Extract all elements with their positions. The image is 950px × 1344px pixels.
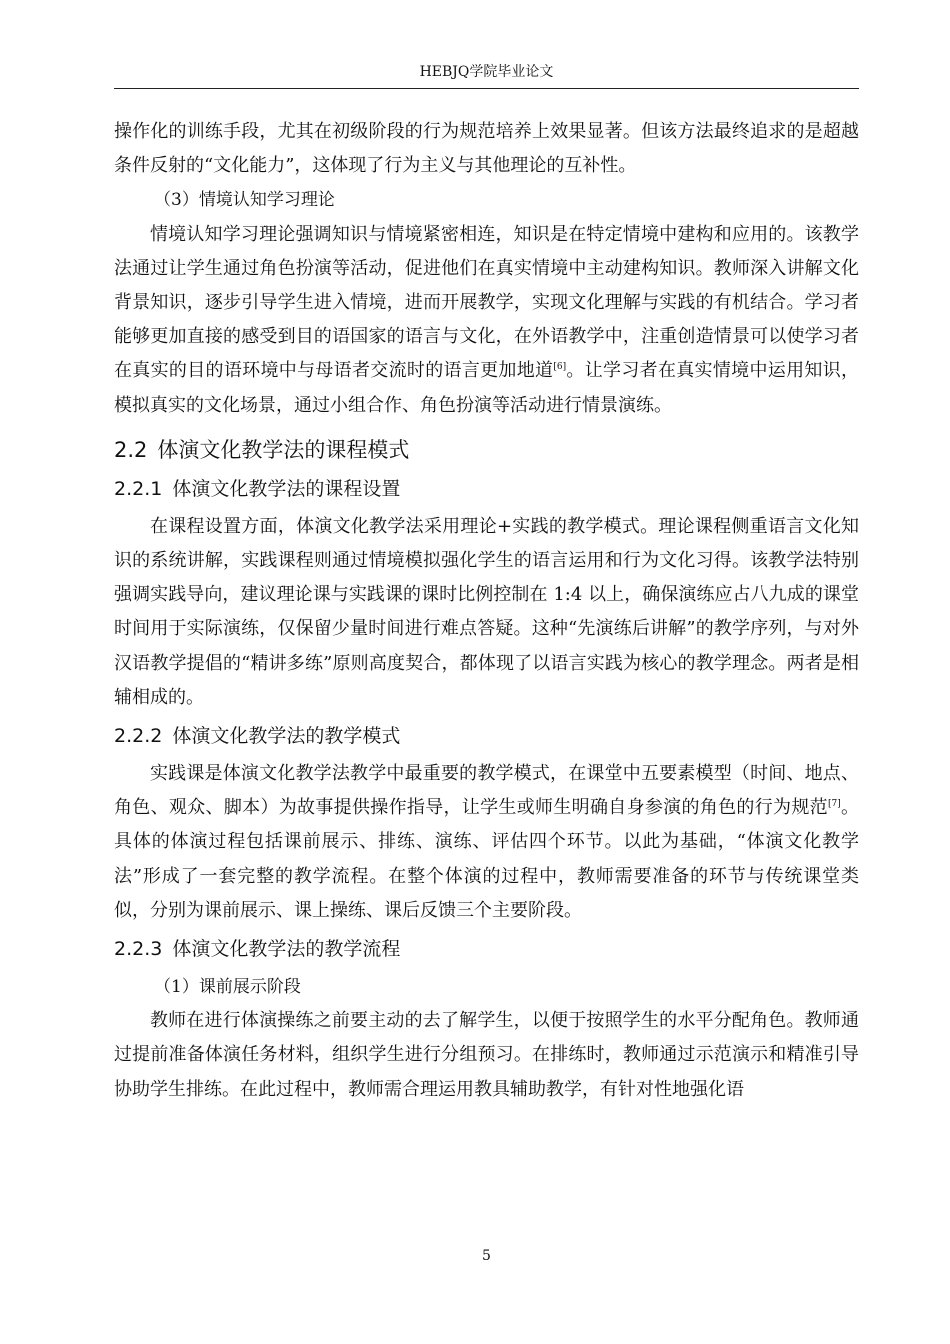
section-number: 2.2.3 bbox=[114, 938, 163, 961]
paragraph-situated-cognition bbox=[114, 218, 859, 423]
list-item-situated-cognition: （3）情境认知学习理论 bbox=[154, 190, 335, 211]
paragraph-text: 。让学习者在真实情境中运用知识，模拟真实的文化场景，通过小组合作、角色扮演等活动进行情景演练。 bbox=[114, 360, 860, 416]
section-number: 2.2 bbox=[114, 437, 148, 462]
citation-6[interactable]: [6] bbox=[553, 362, 567, 373]
running-header: HEBJQ学院毕业论文 bbox=[419, 64, 554, 80]
list-item-pre-class-display: （1）课前展示阶段 bbox=[154, 977, 301, 998]
section-number: 2.2.2 bbox=[114, 725, 163, 748]
paragraph-text: 。具体的体演过程包括课前展示、排练、演练、评估四个环节。以此为基础，“体演文化教学法”形成了一套完整的教学流程。在整个体演的过程中，教师需要准备的环节与传统课堂类似，分别为课前展示、课上操练、课后反馈三个主要阶段。 bbox=[114, 797, 860, 921]
section-title: 体演文化教学法的课程模式 bbox=[157, 437, 410, 462]
section-heading-2-2-2 bbox=[114, 719, 859, 753]
section-title: 体演文化教学法的教学模式 bbox=[172, 725, 401, 748]
section-heading-2-2-1 bbox=[114, 472, 859, 506]
page-number: 5 bbox=[482, 1248, 491, 1264]
section-title: 体演文化教学法的课程设置 bbox=[172, 477, 401, 500]
paragraph-text: 情境认知学习理论强调知识与情境紧密相连，知识是在特定情境中建构和应用的。该教学法通过让学生通过角色扮演等活动，促进他们在真实情境中主动建构知识。教师深入讲解文化背景知识，逐步引导学生进入情境，进而开展教学，实现文化理解与实践的有机结合。学习者能够更加直接的感受到目的语国家的语言与文化，在外语教学中，注重创造情景可以使学习者在真实的目的语环境中与母语者交流时的语言更加地道 bbox=[114, 223, 859, 382]
document-body bbox=[114, 115, 859, 1107]
section-number: 2.2.1 bbox=[114, 477, 163, 500]
paragraph-pre-class-display: 教师在进行体演操练之前要主动的去了解学生，以便于按照学生的水平分配角色。教师通过提前准备体演任务材料，组织学生进行分组预习。在排练时，教师通过示范演示和精准引导协助学生排练。在此过程中，教师需合理运用教具辅助教学，有针对性地强化语 bbox=[114, 1010, 859, 1100]
section-title: 体演文化教学法的教学流程 bbox=[172, 938, 401, 961]
header-divider bbox=[114, 88, 859, 89]
citation-7[interactable]: [7] bbox=[827, 799, 841, 810]
paragraph-course-setup: 在课程设置方面，体演文化教学法采用理论+实践的教学模式。理论课程侧重语言文化知识的系统讲解，实践课程则通过情境模拟强化学生的语言运用和行为文化习得。该教学法特别强调实践导向，建议理论课与实践课的课时比例控制在 1:4 以上，确保演练应占八九成的课堂时间用于实际演练，仅保留少量时间进行难点答疑。这种“先演练后讲解”的教学序列，与对外汉语教学提倡的“精讲多练”原则高度契合，都体现了以语言实践为核心的教学理念。两者是相辅相成的。 bbox=[114, 515, 859, 708]
paragraph-teaching-mode bbox=[114, 757, 859, 928]
paragraph-behaviorism-continued: 操作化的训练手段，尤其在初级阶段的行为规范培养上效果显著。但该方法最终追求的是超越条件反射的“文化能力”，这体现了行为主义与其他理论的互补性。 bbox=[114, 121, 859, 177]
section-heading-2-2-3 bbox=[114, 932, 859, 966]
paragraph-text: 实践课是体演文化教学法教学中最重要的教学模式，在课堂中五要素模型（时间、地点、角色、观众、脚本）为故事提供操作指导，让学生或师生明确自身参演的角色的行为规范 bbox=[114, 763, 859, 819]
section-heading-2-2 bbox=[114, 432, 859, 468]
